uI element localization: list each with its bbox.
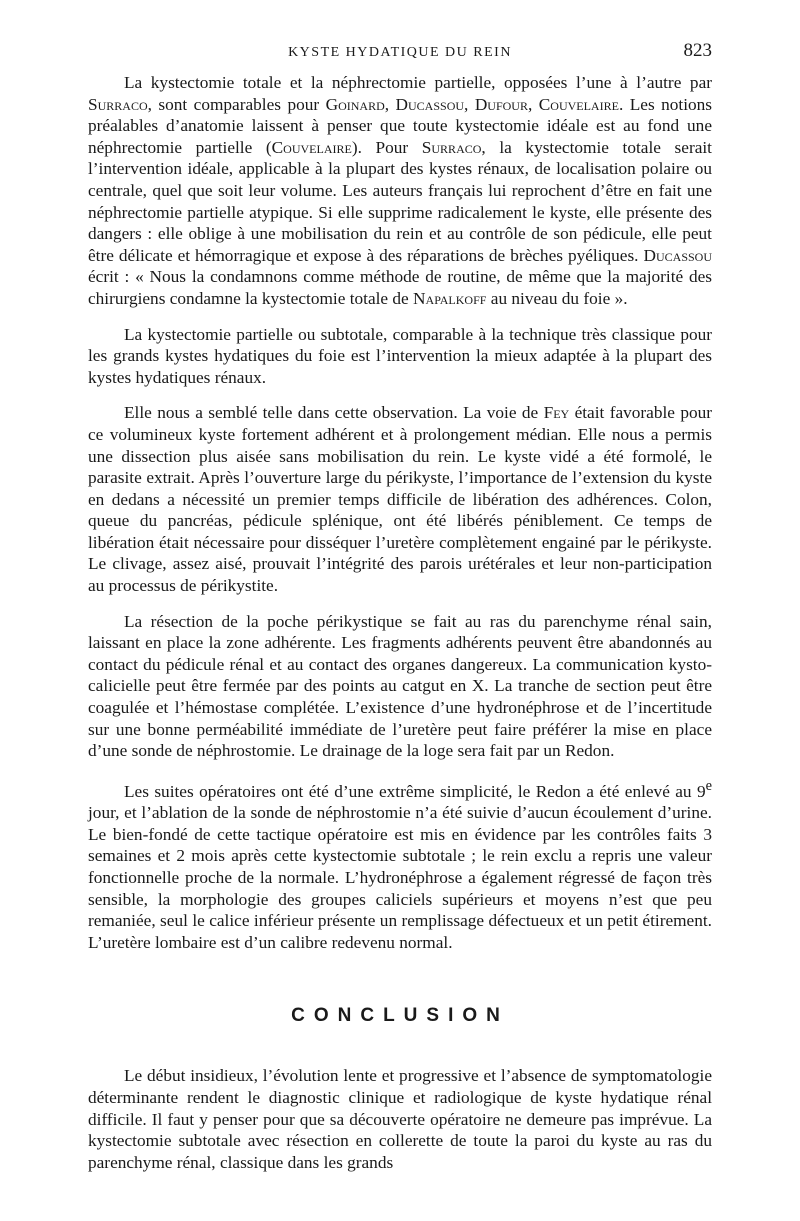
running-title: KYSTE HYDATIQUE DU REIN xyxy=(288,45,512,60)
paragraph-1: La kystectomie totale et la néphrectomie partielle, opposées l’une à l’autre par Surraco, sont comparables pour Goinard, Ducassou, Dufour, Couvelaire. Les notions préalables d’anatomie laissent à penser que toute kystectomie idéale est au fond une néphrectomie partielle (Couvelaire). Pour Surraco, la kystectomie totale serait l’intervention idéale, applicable à la plupart des kystes rénaux, de localisation polaire ou centrale, quel que soit leur volume. Les auteurs français lui reprochent d’être en fait une néphrectomie partielle atypique. Si elle supprime radicalement le kyste, elle présente des dangers : elle oblige à une mobilisation du rein et au contrôle de son pédicule, elle peut être délicate et hémorragique et expose à des réparations de brèches pyéliques. Ducassou écrit : « Nous la condamnons comme méthode de routine, de même que la majorité des chirurgiens condamne la kystectomie totale de Napalkoff au niveau du foie ». xyxy=(88,73,713,308)
author-name: Ducassou xyxy=(395,94,465,114)
body-text xyxy=(88,72,712,1173)
author-name: Napalkoff xyxy=(413,288,487,308)
paragraph-2: La kystectomie partielle ou subtotale, comparable à la technique très classique pour les grands kystes hydatiques du foie est l’intervention la mieux adaptée à la plupart des kystes hydatiques rénaux. xyxy=(88,324,712,387)
author-name: Goinard xyxy=(325,94,385,114)
author-name: Couvelaire xyxy=(538,94,619,114)
author-name: Surraco xyxy=(88,94,148,114)
conclusion-heading: CONCLUSION xyxy=(291,1005,509,1027)
running-header xyxy=(88,40,712,66)
author-name: Dufour xyxy=(474,94,528,114)
paragraph-4: La résection de la poche périkystique se fait au ras du parenchyme rénal sain, laissant en place la zone adhérente. Les fragments adhérents peuvent être abandonnés au contact du pédicule rénal et au contact des organes dangereux. La communication kysto-calicielle peut être fermée par des points au catgut en X. La tranche de section peut être coagulée et l’hémostase complétée. L’existence d’une hydronéphrose et de l’incertitude sur une bonne perméabilité immédiate de l’uretère peut faire préférer la mise en place d’une sonde de néphrostomie. Le drainage de la loge sera fait par un Redon. xyxy=(88,611,712,761)
author-name: Ducassou xyxy=(643,245,712,265)
author-name: Couvelaire xyxy=(271,137,352,157)
paragraph-3: Elle nous a semblé telle dans cette observation. La voie de Fey était favorable pour ce volumineux kyste fortement adhérent et à prolongement médian. Elle nous a permis une dissection plus aisée sans mobilisation du rein. Le kyste vidé a été formolé, le parasite extrait. Après l’ouverture large du périkyste, l’importance de l’extension du kyste en dedans a nécessité un premier temps difficile de libération des adhérences. Colon, queue du pancréas, pédicule splénique, ont été libérés péniblement. Ce temps de libération était nécessaire pour disséquer l’uretère complètement engainé par le périkyste. Le clivage, assez aisé, prouvait l’intégrité des parois urétérales et leur non-participation au processus de périkystite. xyxy=(88,403,712,596)
paragraph-5: Les suites opératoires ont été d’une extrême simplicité, le Redon a été enlevé au 9e jour, et l’ablation de la sonde de néphrostomie n’a été suivie d’aucun écoulement d’urine. Le bien-fondé de cette tactique opératoire est mis en évidence par les contrôles faits 3 semaines et 2 mois après cette kystectomie subtotale ; le rein exclu a repris une valeur fonctionnelle proche de la normale. L’hydronéphrose a également régressé de façon très sensible, la morphologie des groupes caliciels supérieurs et moyens n’est que peu remaniée, seul le calice inférieur présente un remplissage défectueux et un petit étirement. L’uretère lombaire est d’un calibre redevenu normal. xyxy=(88,777,712,952)
author-name: Fey xyxy=(543,403,570,423)
superscript: e xyxy=(705,777,712,794)
author-name: Surraco xyxy=(421,137,482,157)
page-number: 823 xyxy=(683,40,712,61)
conclusion-paragraph: Le début insidieux, l’évolution lente et progressive et l’absence de symptomatologie déterminante rendent le diagnostic clinique et radiologique de kyste hydatique rénal difficile. Il faut y penser pour que sa découverte opératoire ne demeure pas imprévue. La kystectomie subtotale avec résection en collerette de toute la paroi du kyste au ras du parenchyme rénal, classique dans les grands xyxy=(88,1066,712,1172)
